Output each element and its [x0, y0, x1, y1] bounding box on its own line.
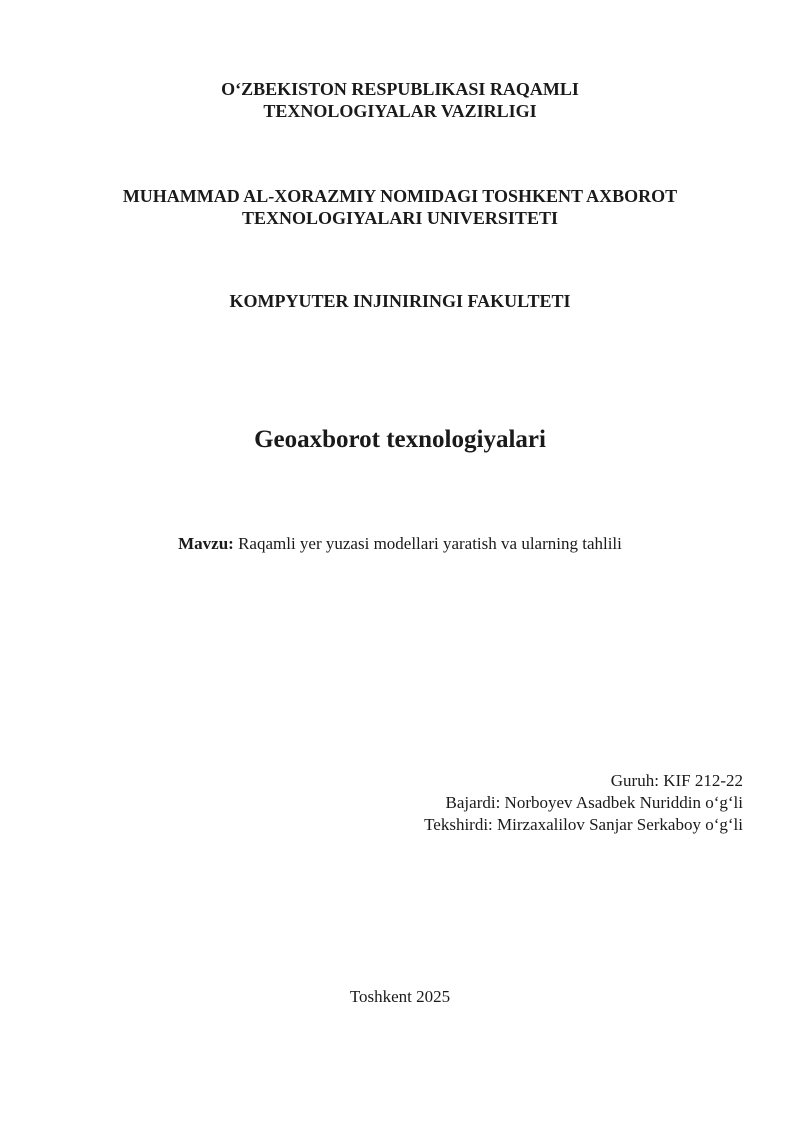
ministry-heading — [0, 78, 800, 122]
university-heading — [0, 185, 800, 229]
topic-text: Raqamli yer yuzasi modellari yaratish va ularning tahlili — [238, 534, 622, 553]
group-line: Guruh: KIF 212-22 — [610, 771, 743, 790]
performed-by-line: Bajardi: Norboyev Asadbek Nuriddin o‘g‘li — [445, 793, 743, 812]
ministry-line-2: TEXNOLOGIYALAR VAZIRLIGI — [263, 101, 537, 121]
topic-line — [0, 533, 800, 555]
topic-label: Mavzu: — [178, 534, 234, 553]
faculty-heading: KOMPYUTER INJINIRINGI FAKULTETI — [229, 291, 571, 311]
checked-by-line: Tekshirdi: Mirzaxalilov Sanjar Serkaboy o‘g‘li — [424, 815, 743, 834]
author-info — [424, 770, 743, 836]
university-line-1: MUHAMMAD AL-XORAZMIY NOMIDAGI TOSHKENT AXBOROT — [122, 186, 678, 206]
city-year: Toshkent 2025 — [349, 987, 451, 1006]
ministry-line-1: O‘ZBEKISTON RESPUBLIKASI RAQAMLI — [221, 79, 579, 99]
subject-title: Geoaxborot texnologiyalari — [254, 426, 546, 453]
university-line-2: TEXNOLOGIYALARI UNIVERSITETI — [242, 208, 558, 228]
